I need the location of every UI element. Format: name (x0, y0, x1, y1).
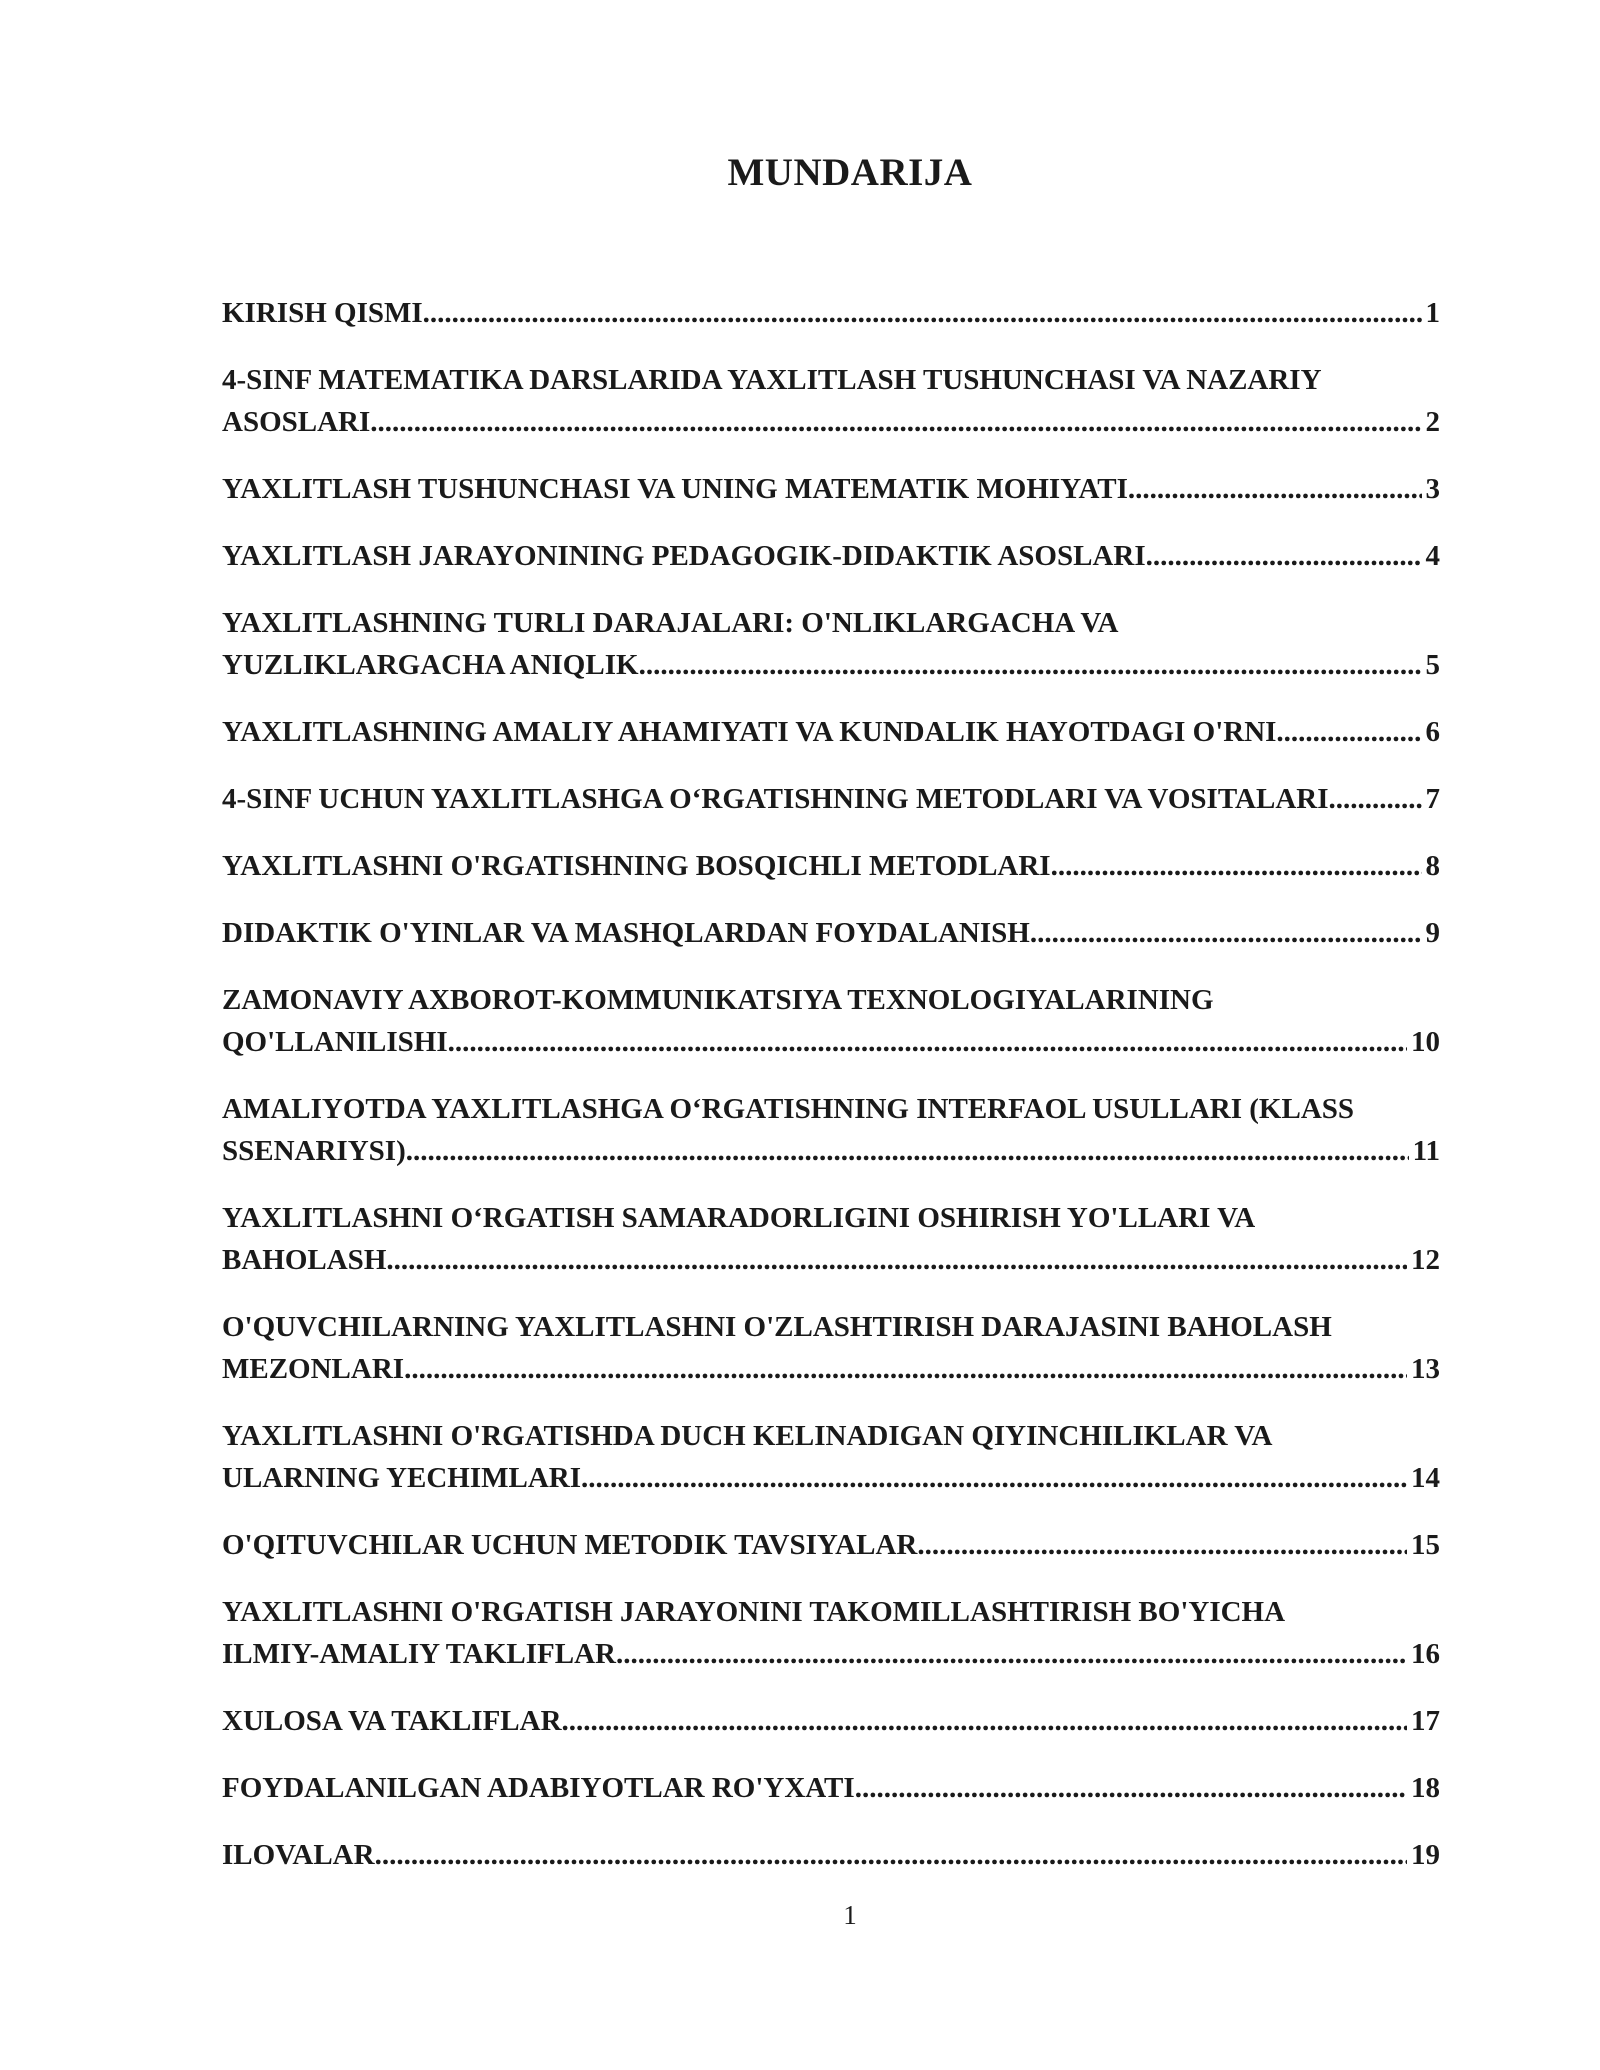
toc-entry-title-line: YAXLITLASHNI O'RGATISHDA DUCH KELINADIGAN QIYINCHILIKLAR VA (222, 1420, 1273, 1452)
toc-entry-title: ULARNING YECHIMLARI (222, 1462, 582, 1494)
toc-page-number: 4 (1425, 540, 1440, 572)
toc-entry-title-line: 4-SINF MATEMATIKA DARSLARIDA YAXLITLASH TUSHUNCHASI VA NAZARIY (222, 364, 1322, 396)
toc-entry-row (222, 1021, 1440, 1063)
toc-entry-row (222, 1130, 1440, 1172)
toc-entry-row (222, 1700, 1440, 1742)
toc-entry[interactable] (222, 1591, 1440, 1675)
toc-page-number: 17 (1411, 1705, 1440, 1737)
toc-page-number: 5 (1425, 649, 1440, 681)
toc-entry[interactable] (222, 1306, 1440, 1390)
toc-entry-title-line: YAXLITLASHNI O'RGATISH JARAYONINI TAKOMILLASHTIRISH BO'YICHA (222, 1596, 1286, 1628)
toc-entry[interactable] (222, 292, 1440, 334)
dot-leader (639, 644, 1422, 686)
toc-entry-title: YAXLITLASH JARAYONINING PEDAGOGIK-DIDAKTIK ASOSLARI (222, 540, 1146, 572)
toc-entry-title: YAXLITLASHNING AMALIY AHAMIYATI VA KUNDALIK HAYOTDAGI O'RNI. (222, 716, 1284, 748)
dot-leader (581, 1457, 1407, 1499)
toc-entry[interactable] (222, 535, 1440, 577)
toc-page-number: 7 (1425, 783, 1440, 815)
toc-page-number: 13 (1411, 1353, 1440, 1385)
toc-entry[interactable] (222, 1700, 1440, 1742)
toc-entry[interactable] (222, 1415, 1440, 1499)
dot-leader (1030, 912, 1422, 954)
dot-leader (375, 1834, 1407, 1876)
toc-entry-title-line: AMALIYOTDA YAXLITLASHGA O‘RGATISHNING INTERFAOL USULLARI (KLASS (222, 1093, 1355, 1125)
toc-entry[interactable] (222, 845, 1440, 887)
dot-leader (562, 1700, 1407, 1742)
toc-entry-row (222, 401, 1440, 443)
toc-entry[interactable] (222, 1834, 1440, 1876)
dot-leader (616, 1633, 1407, 1675)
dot-leader (406, 1130, 1409, 1172)
toc-entry-title: YAXLITLASH TUSHUNCHASI VA UNING MATEMATIK MOHIYATI (222, 473, 1128, 505)
toc-entry[interactable] (222, 1524, 1440, 1566)
toc-page-number: 3 (1425, 473, 1440, 505)
toc-entry[interactable] (222, 778, 1440, 820)
toc-entry[interactable] (222, 1197, 1440, 1281)
toc-entry-title: 4-SINF UCHUN YAXLITLASHGA O‘RGATISHNING METODLARI VA VOSITALARI (222, 783, 1329, 815)
toc-entry-row (222, 1767, 1440, 1809)
toc-entry-title-line: YAXLITLASHNING TURLI DARAJALARI: O'NLIKLARGACHA VA (222, 607, 1119, 639)
toc-entry[interactable] (222, 1767, 1440, 1809)
toc-entry[interactable] (222, 468, 1440, 510)
toc-entry-title-line: YAXLITLASHNI O‘RGATISH SAMARADORLIGINI OSHIRISH YO'LLARI VA (222, 1202, 1256, 1234)
toc-page-number: 6 (1425, 716, 1440, 748)
toc-entry-row (222, 644, 1440, 686)
dot-leader (370, 401, 1421, 443)
toc-entry-row (222, 1457, 1440, 1499)
dot-leader (1329, 778, 1422, 820)
toc-entry-row (222, 1348, 1440, 1390)
toc-page-number: 19 (1411, 1839, 1440, 1871)
toc-entry[interactable] (222, 1088, 1440, 1172)
toc-page-number: 16 (1411, 1638, 1440, 1670)
toc-entry-row (222, 778, 1440, 820)
toc-page-number: 1 (1425, 297, 1440, 329)
toc-entry-row (222, 1834, 1440, 1876)
toc-entry[interactable] (222, 359, 1440, 443)
toc-entry-row (222, 292, 1440, 334)
dot-leader (1128, 468, 1422, 510)
toc-entry[interactable] (222, 912, 1440, 954)
toc-page-number: 12 (1411, 1244, 1440, 1276)
toc-page-number: 2 (1425, 406, 1440, 438)
page-number: 1 (843, 1900, 857, 1930)
toc-entry-title: ILOVALAR (222, 1839, 375, 1871)
dot-leader (1051, 845, 1422, 887)
toc-page-number: 14 (1411, 1462, 1440, 1494)
toc-entry-title: MEZONLARI (222, 1353, 405, 1385)
toc-entry-title-line: O'QUVCHILARNING YAXLITLASHNI O'ZLASHTIRISH DARAJASINI BAHOLASH (222, 1311, 1332, 1343)
toc-entry-title: QO'LLANILISHI (222, 1026, 448, 1058)
toc-entry[interactable] (222, 602, 1440, 686)
toc-entry-title: O'QITUVCHILAR UCHUN METODIK TAVSIYALAR (222, 1529, 918, 1561)
toc-entry-row (222, 845, 1440, 887)
toc-page-number: 18 (1411, 1772, 1440, 1804)
page-title: MUNDARIJA (727, 151, 973, 194)
dot-leader (386, 1239, 1407, 1281)
toc-entry[interactable] (222, 979, 1440, 1063)
toc-entry-row (222, 912, 1440, 954)
toc-page-number: 9 (1425, 917, 1440, 949)
toc-entry-title-line: ZAMONAVIY AXBOROT-KOMMUNIKATSIYA TEXNOLOGIYALARINING (222, 984, 1214, 1016)
toc-entry-title: BAHOLASH (222, 1244, 387, 1276)
toc-entry-row (222, 1633, 1440, 1675)
toc-entry-title: ILMIY-AMALIY TAKLIFLAR (222, 1638, 616, 1670)
toc-entry-title: DIDAKTIK O'YINLAR VA MASHQLARDAN FOYDALANISH (222, 917, 1030, 949)
dot-leader (917, 1524, 1407, 1566)
toc-entry[interactable] (222, 711, 1440, 753)
toc-page-number: 11 (1412, 1135, 1440, 1167)
toc-entry-title: SSENARIYSI) (222, 1135, 406, 1167)
toc-entry-row (222, 1524, 1440, 1566)
toc-page-number: 8 (1425, 850, 1440, 882)
toc-entry-title: YAXLITLASHNI O'RGATISHNING BOSQICHLI METODLARI (222, 850, 1051, 882)
dot-leader (855, 1767, 1407, 1809)
dot-leader (423, 292, 1422, 334)
toc-entry-row (222, 468, 1440, 510)
toc-entry-title: KIRISH QISMI (222, 297, 423, 329)
toc-entry-title: FOYDALANILGAN ADABIYOTLAR RO'YXATI (222, 1772, 855, 1804)
dot-leader (448, 1021, 1407, 1063)
toc-entry-row (222, 1239, 1440, 1281)
toc-page-number: 10 (1411, 1026, 1440, 1058)
toc-page-number: 15 (1411, 1529, 1440, 1561)
toc-entry-title: ASOSLARI (222, 406, 371, 438)
toc-entry-title: YUZLIKLARGACHA ANIQLIK (222, 649, 639, 681)
toc-entry-row (222, 535, 1440, 577)
dot-leader (1146, 535, 1422, 577)
dot-leader (404, 1348, 1407, 1390)
toc-entry-title: XULOSA VA TAKLIFLAR (222, 1705, 562, 1737)
dot-leader (1284, 711, 1422, 753)
toc-entry-row (222, 711, 1440, 753)
